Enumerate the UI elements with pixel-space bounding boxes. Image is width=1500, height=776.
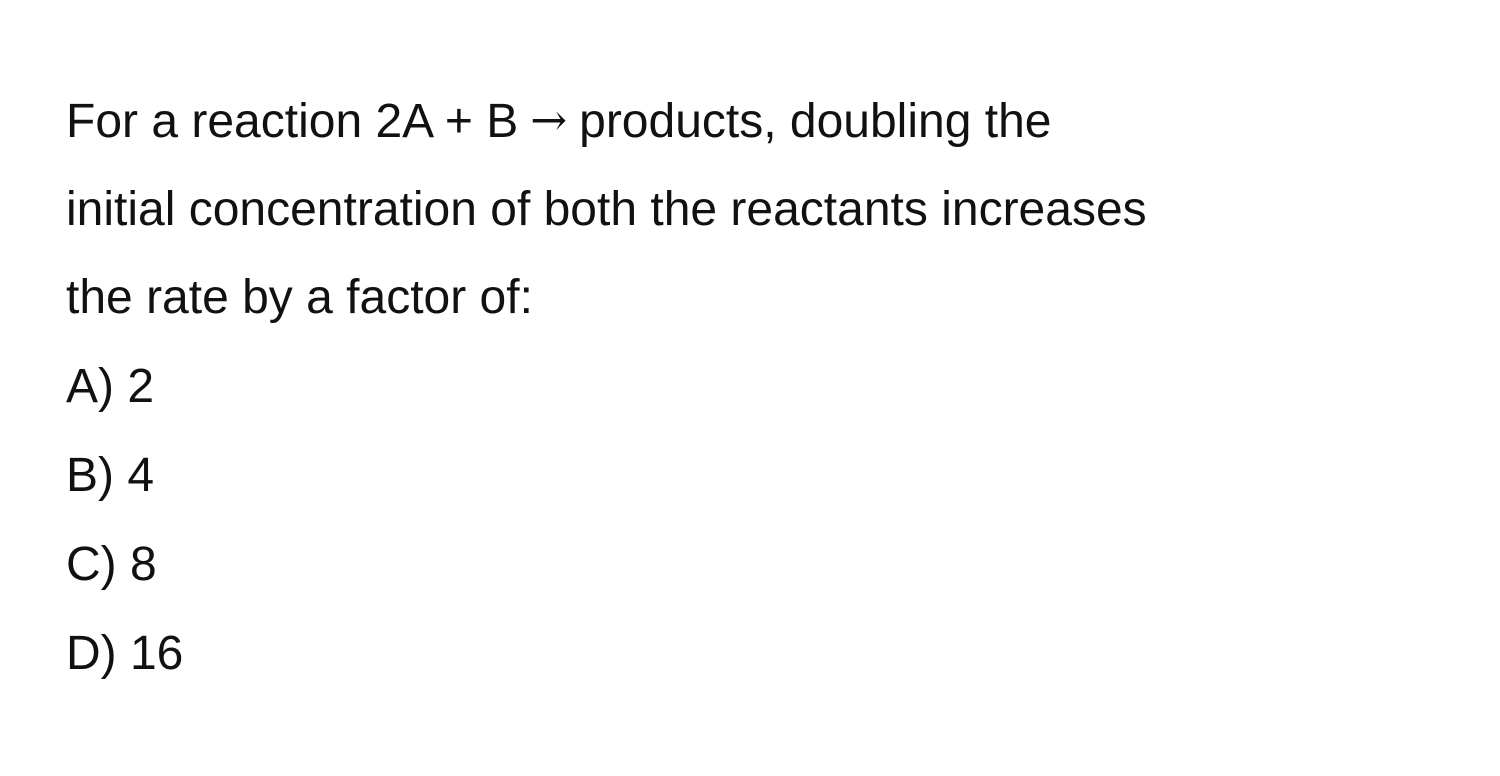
question-text-prefix: For a reaction 2A + B bbox=[66, 95, 519, 148]
question-block bbox=[66, 78, 1446, 698]
option-a[interactable]: A) 2 bbox=[66, 360, 155, 413]
answer-options bbox=[66, 342, 1446, 698]
option-b[interactable]: B) 4 bbox=[66, 449, 155, 502]
reaction-arrow-icon: → bbox=[530, 95, 568, 146]
question-line-2: initial concentration of both the reactants increases bbox=[66, 183, 1147, 236]
option-c[interactable]: C) 8 bbox=[66, 538, 157, 591]
question-text-suffix: products, doubling the bbox=[579, 95, 1052, 148]
question-line-3: the rate by a factor of: bbox=[66, 271, 533, 324]
option-d[interactable]: D) 16 bbox=[66, 627, 184, 680]
question-line-1 bbox=[66, 78, 1446, 166]
